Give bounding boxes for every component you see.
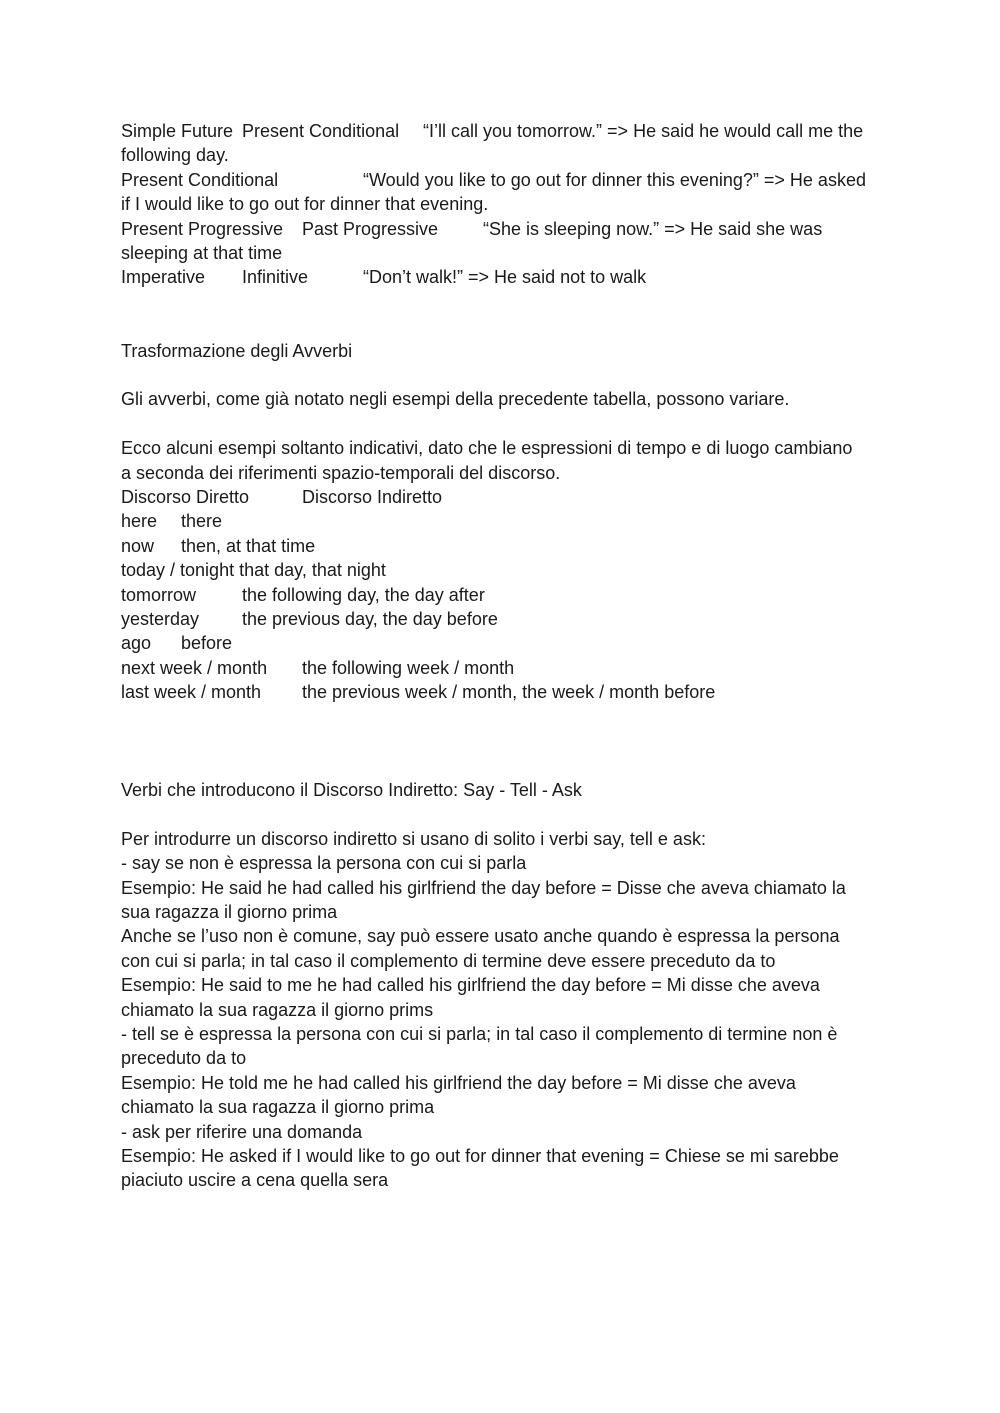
tense-indirect: Infinitive	[242, 267, 309, 288]
adverb-direct: last week / month	[121, 682, 262, 703]
tense-row	[121, 168, 891, 192]
adverb-direct: today / tonight	[121, 560, 235, 581]
tense-row	[121, 217, 891, 241]
tense-row	[121, 119, 891, 143]
adverb-direct: now	[121, 535, 155, 556]
body-line: chiamato la sua ragazza il giorno prima	[121, 1097, 435, 1118]
adverb-direct: tomorrow	[121, 584, 197, 605]
tense-example-continuation: sleeping at that time	[121, 243, 283, 264]
body-line: Esempio: He asked if I would like to go out for dinner that evening = Chiese se mi sarebbe	[121, 1145, 839, 1166]
adverbs-table-row	[121, 534, 891, 558]
adverb-direct: ago	[121, 633, 152, 654]
adverb-direct: here	[121, 511, 158, 532]
body-line: Esempio: He said to me he had called his girlfriend the day before = Mi disse che aveva	[121, 975, 820, 996]
tense-indirect: Present Conditional	[242, 121, 400, 141]
body-line: - tell se è espressa la persona con cui si parla; in tal caso il complemento di termine non è	[121, 1023, 838, 1044]
section-note: a seconda dei riferimenti spazio-temporali del discorso.	[121, 462, 561, 483]
adverb-direct: yesterday	[121, 609, 200, 630]
adverb-indirect: the following day, the day after	[242, 584, 485, 605]
body-line: chiamato la sua ragazza il giorno prims	[121, 999, 434, 1020]
body-line: - ask per riferire una domanda	[121, 1121, 363, 1142]
tense-indirect: Past Progressive	[302, 218, 439, 239]
body-line: Per introdurre un discorso indiretto si usano di solito i verbi say, tell e ask:	[121, 828, 706, 849]
adverbs-table-row	[121, 509, 891, 533]
column-header-indirect: Discorso Indiretto	[302, 487, 443, 508]
tense-example: “Don’t walk!” => He said not to walk	[363, 267, 647, 288]
adverbs-table-row	[121, 680, 891, 704]
adverbs-table-row	[121, 607, 891, 631]
body-line: Esempio: He told me he had called his girlfriend the day before = Mi disse che aveva	[121, 1072, 796, 1093]
body-line: con cui si parla; in tal caso il complemento di termine deve essere preceduto da to	[121, 950, 776, 971]
section-heading: Verbi che introducono il Discorso Indiretto: Say - Tell - Ask	[121, 779, 582, 800]
column-header-direct: Discorso Diretto	[121, 487, 250, 508]
adverbs-table-row	[121, 656, 891, 680]
section-note: Ecco alcuni esempi soltanto indicativi, dato che le espressioni di tempo e di luogo cambiano	[121, 438, 853, 459]
adverbs-table-row	[121, 558, 891, 582]
verbs-section-body	[121, 827, 891, 1193]
adverb-indirect: then, at that time	[181, 535, 316, 556]
adverb-indirect: that day, that night	[239, 560, 386, 581]
tense-example-continuation: following day.	[121, 145, 229, 166]
adverb-indirect: there	[181, 511, 223, 532]
body-line: sua ragazza il giorno prima	[121, 901, 338, 922]
document-page	[121, 119, 891, 1193]
body-line: preceduto da to	[121, 1048, 247, 1069]
adverbs-table	[121, 485, 891, 705]
adverbs-section	[121, 339, 891, 705]
verbs-section	[121, 778, 891, 1193]
adverb-indirect: the following week / month	[302, 657, 515, 678]
body-line: Esempio: He said he had called his girlfriend the day before = Disse che aveva chiamato la	[121, 877, 846, 898]
tense-direct: Present Progressive	[121, 218, 284, 239]
adverbs-table-header	[121, 485, 891, 509]
section-intro: Gli avverbi, come già notato negli esempi della precedente tabella, possono variare.	[121, 389, 790, 410]
tense-direct: Simple Future	[121, 121, 234, 141]
tense-example: “Would you like to go out for dinner this evening?” => He asked	[363, 169, 866, 190]
adverb-direct: next week / month	[121, 657, 268, 678]
adverb-indirect: the previous week / month, the week / month before	[302, 682, 716, 703]
adverbs-table-row	[121, 631, 891, 655]
section-heading: Trasformazione degli Avverbi	[121, 340, 353, 361]
tense-table	[121, 119, 891, 290]
body-line: piaciuto uscire a cena quella sera	[121, 1170, 389, 1191]
tense-example: “I’ll call you tomorrow.” => He said he would call me the	[423, 121, 864, 141]
adverb-indirect: the previous day, the day before	[242, 609, 498, 630]
tense-example: “She is sleeping now.” => He said she was	[483, 218, 823, 239]
adverb-indirect: before	[181, 633, 233, 654]
body-line: Anche se l’uso non è comune, say può essere usato anche quando è espressa la persona	[121, 926, 840, 947]
tense-example-continuation: if I would like to go out for dinner that evening.	[121, 194, 489, 215]
tense-direct: Present Conditional	[121, 169, 279, 190]
adverbs-table-row	[121, 583, 891, 607]
tense-direct: Imperative	[121, 267, 206, 288]
tense-row	[121, 265, 891, 289]
body-line: - say se non è espressa la persona con cui si parla	[121, 853, 527, 874]
